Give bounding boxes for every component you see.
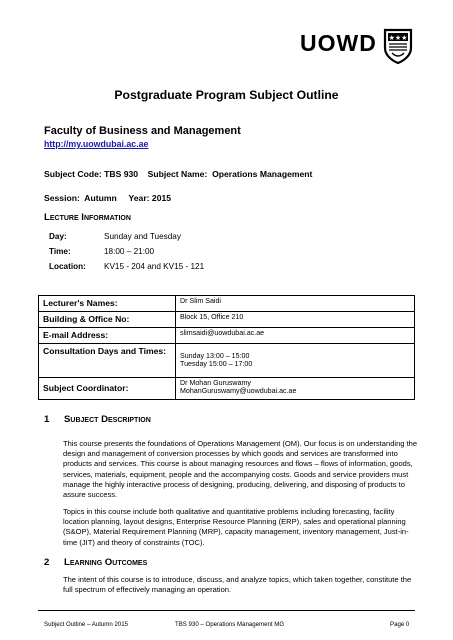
email-label: E-mail Address: <box>39 328 176 344</box>
faculty-url-link[interactable]: http://my.uowdubai.ac.ae <box>44 139 149 149</box>
consultation-line-1: Sunday 13:00 – 15:00 <box>180 352 250 360</box>
lecturer-value <box>176 296 415 312</box>
section-2-paragraph-1: The intent of this course is to introduce, discuss, and analyze topics, which taken together, constitute the full spectrum of effectively managing an operation. <box>63 575 412 595</box>
location-label: Location: <box>49 262 86 271</box>
section-1-paragraph-2: Topics in this course include both qualitative and quantitative problems including forecasting, facility location planning, layout designs, Enterprise Resource Planning (ERP), sales and operational planning (S&OP), Material Requirement Planning (MRP), capacity management, inventory management, Just-in-time (JIT) and theory of constraints (TOC). <box>63 507 409 547</box>
consultation-label: Consultation Days and Times: <box>39 344 176 378</box>
email-text: slimsaidi@uowdubai.ac.ae <box>180 329 265 337</box>
shield-icon <box>383 28 413 64</box>
office-label: Building & Office No: <box>39 312 176 328</box>
contacts-table <box>38 295 415 400</box>
footer-divider <box>38 610 415 611</box>
section-2-heading <box>44 557 147 568</box>
office-text: Block 15, Office 210 <box>180 313 244 321</box>
table-row <box>39 328 415 344</box>
office-value <box>176 312 415 328</box>
consultation-value <box>176 344 415 378</box>
coordinator-email: MohanGuruswamy@uowdubai.ac.ae <box>180 387 297 395</box>
svg-text:★★★: ★★★ <box>388 34 408 42</box>
uowd-logo <box>300 28 412 64</box>
section-2-number: 2 <box>44 557 50 568</box>
section-1-number: 1 <box>44 414 50 425</box>
footer-left: Subject Outline – Autumn 2015 <box>44 621 129 628</box>
lecture-info-heading: Lecture Information <box>44 212 131 223</box>
section-1-paragraph-1: This course presents the foundations of Operations Management (OM). Our focus is on understanding the design and management of conversion processes by which goods and services are transformed into products and services. This course is about managing resources and flows – flows of information, goods, services, materials, equipment, people and the accompanying costs. Goods and service providers must manage the highly interactive process of designing, producing, delivering, and disposing of products to assure success. <box>63 439 418 500</box>
section-1-title: Subject Description <box>64 414 151 425</box>
table-row <box>39 312 415 328</box>
logo-text: UOWD <box>300 30 377 56</box>
time-value: 18:00 – 21:00 <box>104 247 155 256</box>
lecturer-name: Dr Slim Saidi <box>180 297 221 305</box>
lecturer-label: Lecturer's Names: <box>39 296 176 312</box>
table-row <box>39 344 415 378</box>
table-row <box>39 378 415 400</box>
faculty-name: Faculty of Business and Management <box>44 125 241 137</box>
section-1-heading <box>44 414 151 425</box>
day-value: Sunday and Tuesday <box>104 232 181 241</box>
time-label: Time: <box>49 247 71 256</box>
coordinator-name: Dr Mohan Guruswamy <box>180 379 251 387</box>
section-2-title: Learning Outcomes <box>64 557 148 568</box>
coordinator-label: Subject Coordinator: <box>39 378 176 400</box>
day-label: Day: <box>49 232 67 241</box>
location-value: KV15 - 204 and KV15 - 121 <box>104 262 205 271</box>
email-value <box>176 328 415 344</box>
session-line: Session: Autumn Year: 2015 <box>44 193 172 203</box>
subject-line: Subject Code: TBS 930 Subject Name: Operations Management <box>44 169 313 179</box>
table-row <box>39 296 415 312</box>
consultation-line-2: Tuesday 15:00 – 17:00 <box>180 360 253 368</box>
footer-center: TBS 930 – Operations Management MG <box>175 621 285 628</box>
footer-page-number: Page 0 <box>390 621 410 628</box>
page-title: Postgraduate Program Subject Outline <box>114 88 339 102</box>
coordinator-value <box>176 378 415 400</box>
